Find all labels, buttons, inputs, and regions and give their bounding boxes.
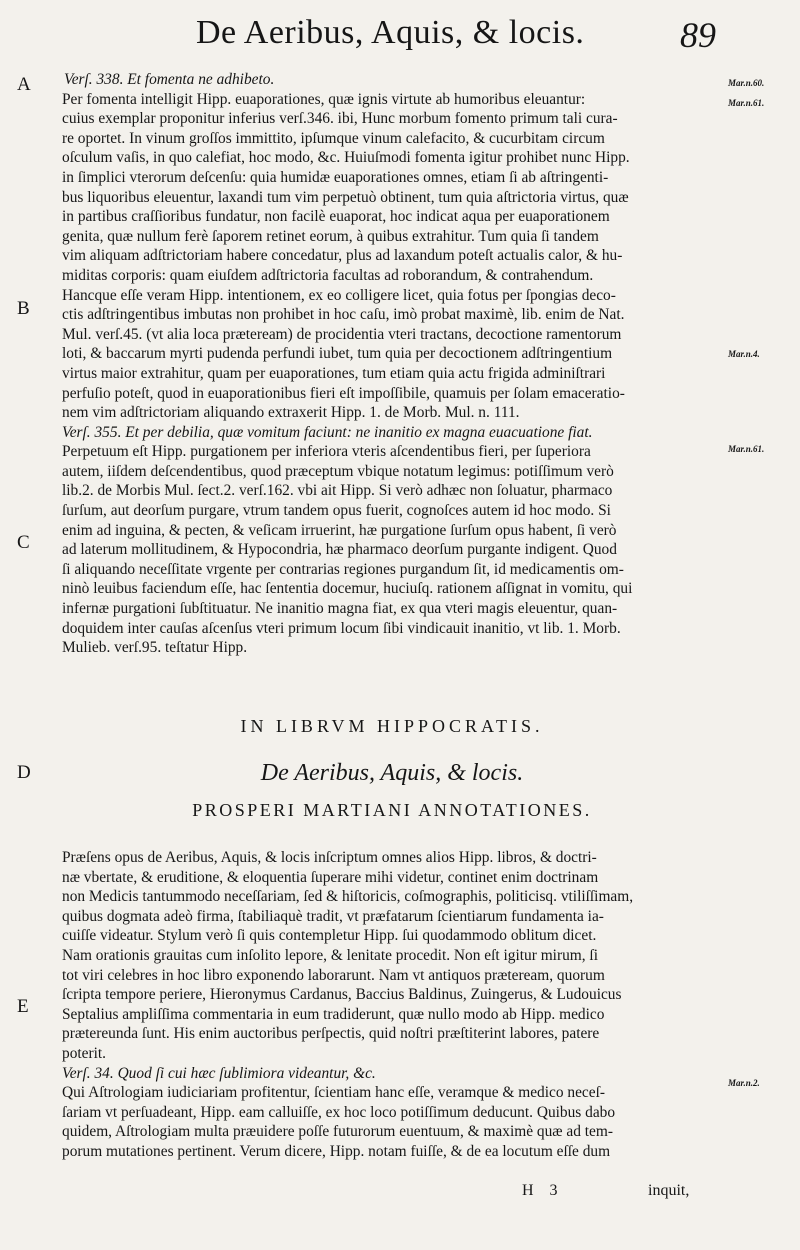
verse-heading-338: Verſ. 338. Et fomenta ne adhibeto. [64, 71, 275, 88]
text-line: virtus maior extrahitur, quam per euaporationes, tum etiam quia actu frigida adminiſtrari [62, 364, 606, 382]
text-line: genita, quæ nullum ferè ſaporem retinet eorum, à quibus extrahitur. Tum quia ſi tandem [62, 227, 599, 245]
text-line: vim aliquam adſtrictoriam habere concedatur, plus ad laxandum poteſt actualis calor, & hu- [62, 247, 623, 265]
margin-letter-c: C [17, 532, 30, 553]
annotations-heading: PROSPERI MARTIANI ANNOTATIONES. [192, 800, 592, 820]
text-line: porum mutationes pertinent. Verum dicere, Hipp. notam fuiſſe, & de ea locutum eſſe dum [62, 1142, 611, 1160]
text-line: perfuſio poteſt, quod in euaporationibus fieri eſt impoſſibile, quamuis per ſolam emaceratio- [62, 384, 625, 402]
text-line: ctis adſtringentibus imbutas non prohibet in hoc caſu, imò probat maximè, lib. enim de Nat. [62, 306, 625, 324]
text-line: autem, iiſdem deſcendentibus, quod præceptum vbique notatum legimus: potiſſimum verò [62, 462, 614, 480]
running-title: De Aeribus, Aquis, & locis. [196, 14, 585, 51]
text-line: bus liquoribus eleuentur, laxandi tum vim perpetuò obtinent, tum quia aſtrictoria virtus, quæ [62, 188, 629, 206]
verse-heading-355: Verſ. 355. Et per debilia, quæ vomitum faciunt: ne inanitio ex magna euacuatione fiat. [62, 423, 593, 441]
text-line: Hancque eſſe veram Hipp. intentionem, ex eo colligere licet, quia fotus per ſpongias deco- [62, 286, 616, 304]
text-line: Mul. verſ.45. (vt alia loca præteream) de procidentia vteri tractans, decoctione ramentorum [62, 325, 622, 343]
text-line: ſariam vt perſuadeant, Hipp. eam calluiſſe, ex hoc loco potiſſimum deducunt. Quibus dabo [62, 1103, 616, 1121]
text-line: non Medicis tantummodo neceſſariam, ſed & hiſtoricis, coſmographis, politicisq. vtiliſſimam, [62, 888, 634, 906]
text-line: quibus dogmata adeò firma, ſtabiliaquè tradit, vt præfatarum ſcientiarum fundamenta ia- [62, 907, 604, 925]
page-number: 89 [680, 15, 716, 55]
book-title: De Aeribus, Aquis, & locis. [260, 760, 524, 786]
text-line: nem vim adſtrictoriam aliquando extraxerit Hipp. 1. de Morb. Mul. n. 111. [62, 404, 520, 422]
text-line: Septalius ampliſſima commentaria in eum tradiderunt, quæ nullo modo ab Hipp. medico [62, 1005, 605, 1023]
text-line: prætereunda ſunt. His enim auctoribus perſpectis, quid noſtri præſtiterint labores, patere [62, 1025, 600, 1043]
text-line: in ſimplici vterorum deſcenſu: quia humidæ euaporationes omnes, etiam ſi ab aſtringenti- [62, 168, 609, 186]
text-line: Præſens opus de Aeribus, Aquis, & locis inſcriptum omnes alios Hipp. libros, & doctri- [62, 849, 597, 866]
text-line: Nam orationis grauitas cum inſolito lepore, & lenitate procedit. Non eſt igitur mirum, ſi [62, 946, 598, 964]
signature-mark: H 3 [522, 1182, 564, 1199]
text-line: enim ad inguina, & pecten, & veſicam irruerint, hæ purgatione ſurſum opus habent, ſi verò [62, 521, 617, 539]
sidenote-mar-2: Mar.n.2. [728, 1078, 760, 1088]
text-line: miditas corporis: quam eiuſdem adſtrictoria facultas ad roborandum, & contrahendum. [62, 266, 594, 284]
text-line: cuiſſe videatur. Stylum verò ſi quis contempletur Hipp. ſui quodammodo oblitum dicet. [62, 927, 597, 945]
text-line: tot viri celebres in hoc libro exponendo laborarunt. Nam vt antiquos prætereаm, quorum [62, 966, 605, 984]
sidenote-mar-60: Mar.n.60. [728, 78, 765, 88]
sidenote-mar-4: Mar.n.4. [728, 349, 760, 359]
margin-letter-e: E [17, 996, 29, 1017]
sidenote-mar-61: Mar.n.61. [728, 98, 765, 108]
book-heading: IN LIBRVM HIPPOCRATIS. [240, 716, 544, 736]
text-line: ad laterum mollitudinem, & Hypocondria, hæ pharmaco deorſum purgante indigent. Quod [62, 541, 617, 559]
sidenote-mar-61b: Mar.n.61. [728, 444, 765, 454]
text-line: ſi aliquando neceſſitate vrgente per contrarias regiones purgandum ſit, id medicamentis om- [62, 560, 624, 578]
text-line: cuius exemplar proponitur inferius verſ.346. ibi, Hunc morbum fomento primum tali cura- [62, 110, 618, 128]
margin-letter-b: B [17, 298, 30, 319]
text-line: doquidem inter cauſas aſcenſus vteri primum locum ſibi vindicauit inanitio, vt lib. 1. Morb. [62, 619, 621, 637]
text-line: Qui Aſtrologiam iudiciariam profitentur, ſcientiam hanc eſſe, veramque & medico neceſ- [62, 1084, 605, 1102]
text-line: næ vbertate, & eruditione, & eloquentia ſuperare mihi videtur, continet enim doctrinam [62, 868, 599, 886]
text-line: quidem, Aſtrologiam multa præuidere poſſe futurorum euentuum, & maximè quæ ad tem- [62, 1123, 613, 1141]
text-line: infernæ purgationi ſubſtituatur. Ne inanitio magna fiat, ex qua vteri magis eleuentur, quan- [62, 600, 618, 618]
commentary-section-2 [62, 848, 722, 1162]
margin-letter-a: A [17, 74, 31, 95]
text-line: ſcripta tempore periere, Hieronymus Cardanus, Baccius Baldinus, Zuingerus, & Ludouicus [62, 986, 622, 1004]
verse-heading-34: Verſ. 34. Quod ſi cui hæc ſublimiora videantur, &c. [62, 1064, 376, 1082]
margin-letter-d: D [17, 762, 31, 783]
catchword: inquit, [648, 1182, 690, 1199]
text-line: ſurſum, aut deorſum purgare, vtrum tandem opus fuerit, cognoſces autem id hoc modo. Si [62, 502, 611, 520]
text-line: lib.2. de Morbis Mul. ſect.2. verſ.162. vbi ait Hipp. Si verò adhæc non ſoluatur, pharmaco [62, 482, 613, 500]
text-line: re oportet. In vinum groſſos immittito, ipſumque vinum calefacito, & cucurbitam circum [62, 129, 605, 147]
text-line: loti, & baccarum myrti pudenda perfundi iubet, tum quia per decoctionem adſtringentium [62, 345, 613, 363]
text-line: in partibus craſſioribus fundatur, non facilè euaporat, hoc indicat aqua per euaporationem [62, 208, 610, 226]
text-line: Perpetuum eſt Hipp. purgationem per inferiora vteris aſcendentibus fieri, per ſuperiora [62, 443, 591, 461]
commentary-section-1 [62, 70, 722, 658]
text-line: Mulieb. verſ.95. teſtatur Hipp. [62, 639, 248, 657]
text-line: ninò leuibus faciendum eſſe, hac ſententia docemur, huciuſq. rationem aſſignat in vomitu, qui [62, 580, 633, 598]
text-line: Per fomenta intelligit Hipp. euaporationes, quæ ignis virtute ab humoribus eleuantur: [62, 90, 586, 108]
text-line: oſculum vaſis, in quo calefiat, hoc modo, &c. Huiuſmodi fomenta igitur prohibet nunc Hipp. [62, 149, 630, 167]
text-line: poterit. [62, 1044, 107, 1062]
